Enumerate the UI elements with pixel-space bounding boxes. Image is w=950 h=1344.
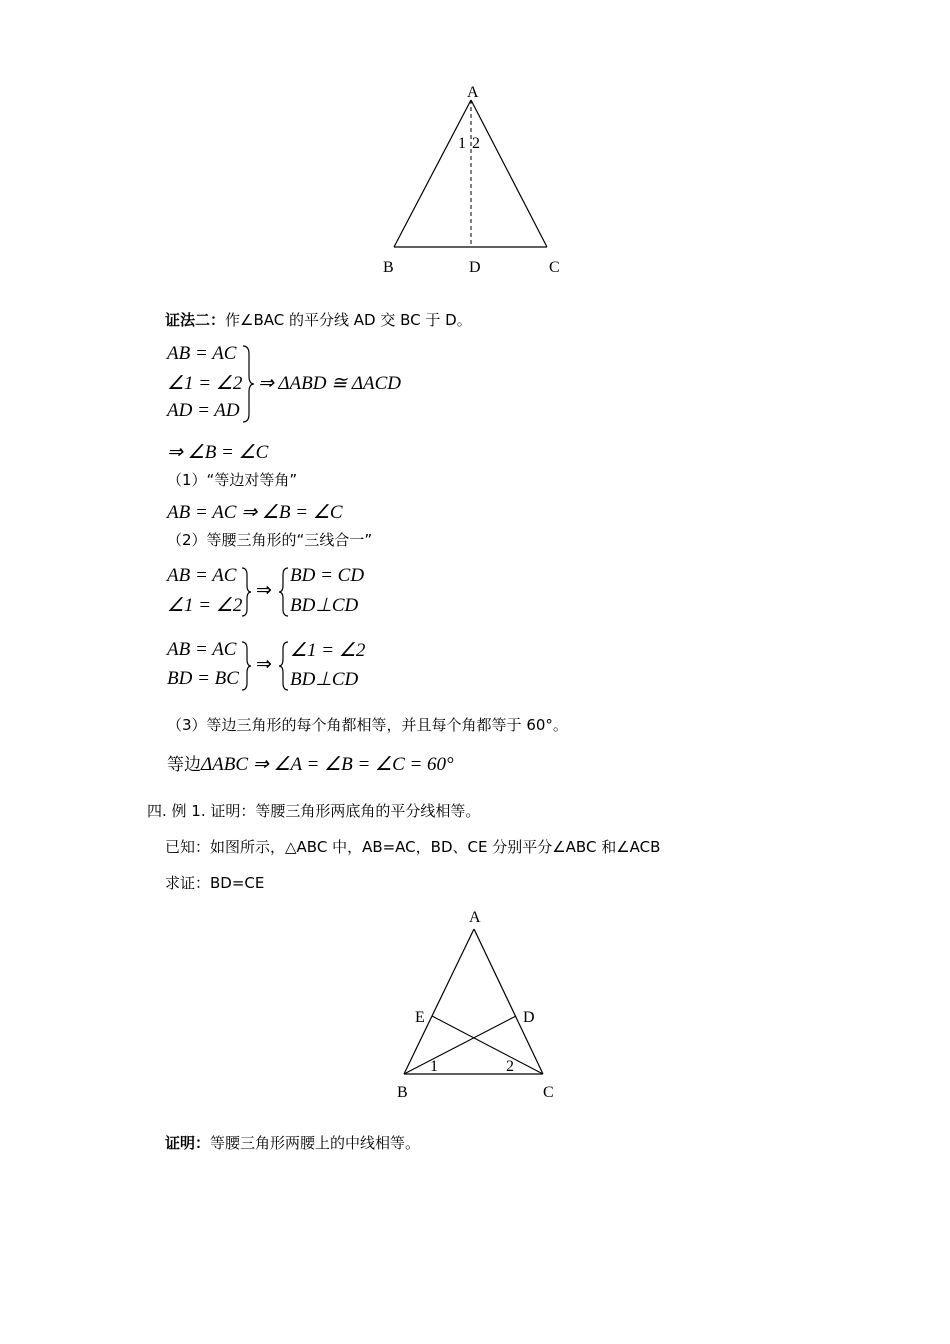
property1-label: （1）“等边对等角” <box>167 471 298 489</box>
figure-triangle-bisectors <box>380 900 580 1105</box>
right-brace-icon <box>240 566 252 618</box>
label-b: B <box>397 1084 408 1101</box>
group-a-result-1: BD = CD <box>290 565 365 586</box>
label-a: A <box>469 909 481 926</box>
label-d: D <box>469 259 481 276</box>
property2-label: （2）等腰三角形的“三线合一” <box>167 531 373 549</box>
figure-triangle-bisector <box>370 80 580 285</box>
label-e: E <box>415 1009 425 1026</box>
group-b-given-1: AB = AC <box>167 639 237 660</box>
proof2-line-1: AB = AC <box>167 343 237 364</box>
proof2-text: 作∠BAC 的平分线 AD 交 BC 于 D。 <box>225 311 472 329</box>
property3-formula-line <box>167 750 454 776</box>
proof2-line-2: ∠1 = ∠2 <box>167 373 243 394</box>
side-ab <box>404 929 474 1074</box>
final-paragraph <box>165 1132 420 1153</box>
group-b-result-1: ∠1 = ∠2 <box>290 640 366 661</box>
label-angle1: 1 <box>458 135 466 152</box>
group-a-given-2: ∠1 = ∠2 <box>167 595 243 616</box>
label-c: C <box>543 1084 554 1101</box>
group-a-result-2: BD⊥CD <box>290 595 359 616</box>
label-b: B <box>383 259 394 276</box>
example-known: 已知：如图所示，△ABC 中，AB=AC，BD、CE 分别平分∠ABC 和∠ACB <box>165 838 661 856</box>
group-b-given-2: BD = BC <box>167 668 239 689</box>
proof2-conclusion: ⇒ ∠B = ∠C <box>167 442 269 463</box>
side-ab <box>394 100 471 247</box>
proof2-paragraph <box>165 309 472 330</box>
example-title: 四. 例 1. 证明：等腰三角形两底角的平分线相等。 <box>147 802 481 820</box>
example-prove: 求证：BD=CE <box>165 874 265 892</box>
label-c: C <box>549 259 560 276</box>
property3-formula-prefix: 等边 <box>167 755 201 775</box>
label-a: A <box>467 84 479 101</box>
proof2-result: ⇒ ΔABD ≅ ΔACD <box>258 373 401 394</box>
property3-label: （3）等边三角形的每个角都相等，并且每个角都等于 60°。 <box>167 716 568 734</box>
label-angle2: 2 <box>472 135 480 152</box>
group-b-result-2: BD⊥CD <box>290 669 359 690</box>
group-a-arrow: ⇒ <box>256 580 272 601</box>
proof2-line-3: AD = AD <box>167 400 240 421</box>
right-brace-icon <box>241 344 255 424</box>
group-a-given-1: AB = AC <box>167 565 237 586</box>
final-heading: 证明： <box>165 1134 211 1152</box>
side-ac <box>471 100 547 247</box>
left-brace-icon <box>278 566 290 618</box>
label-d: D <box>523 1009 535 1026</box>
label-angle1: 1 <box>430 1058 438 1075</box>
property3-formula: ΔABC ⇒ ∠A = ∠B = ∠C = 60° <box>201 754 454 775</box>
group-b-arrow: ⇒ <box>256 654 272 675</box>
label-angle2: 2 <box>506 1058 514 1075</box>
final-text: 等腰三角形两腰上的中线相等。 <box>210 1134 421 1152</box>
side-ac <box>474 929 543 1074</box>
property1-formula: AB = AC ⇒ ∠B = ∠C <box>167 502 343 523</box>
proof2-heading: 证法二： <box>165 311 226 329</box>
left-brace-icon <box>278 640 290 692</box>
right-brace-icon <box>240 640 252 692</box>
